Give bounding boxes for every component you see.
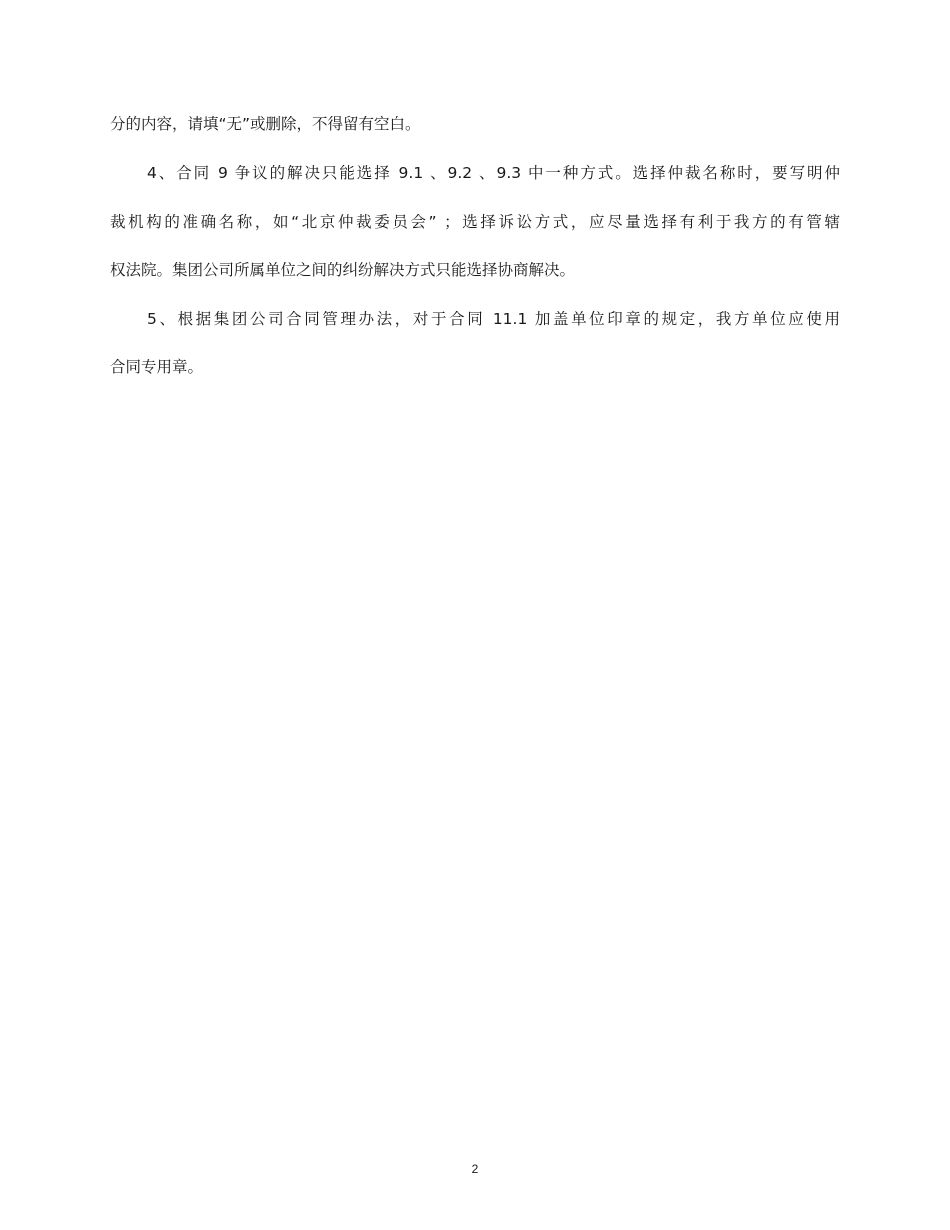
paragraph-4-line-1: 4、合同 9 争议的解决只能选择 9.1 、9.2 、9.3 中一种方式。选择仲裁名称时，要写明仲 bbox=[147, 164, 840, 182]
paragraph-5-line-2: 合同专用章。 bbox=[110, 358, 204, 376]
paragraph-5-line-1: 5、根据集团公司合同管理办法，对于合同 11.1 加盖单位印章的规定，我方单位应使用 bbox=[147, 310, 840, 328]
page-number: 2 bbox=[471, 1162, 479, 1176]
paragraph-4-line-2: 裁机构的准确名称，如“北京仲裁委员会” ；选择诉讼方式，应尽量选择有利于我方的有管辖 bbox=[110, 213, 840, 231]
paragraph-4-line-3: 权法院。集团公司所属单位之间的纠纷解决方式只能选择协商解决。 bbox=[110, 261, 576, 279]
paragraph-3-tail-line: 分的内容，请填“无”或删除，不得留有空白。 bbox=[110, 115, 421, 133]
